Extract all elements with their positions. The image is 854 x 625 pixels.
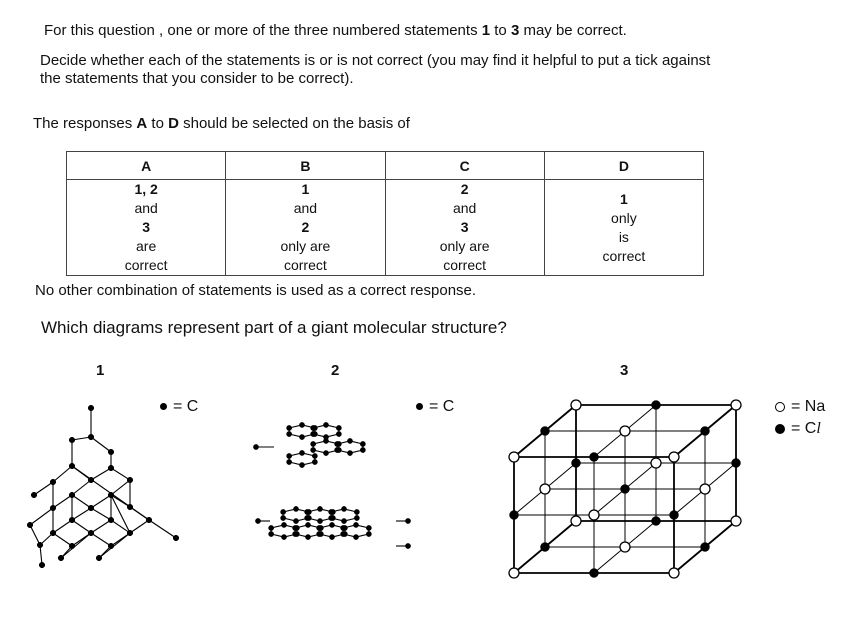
sodium-ion — [540, 484, 550, 494]
sodium-ion — [620, 426, 630, 436]
atom — [590, 569, 599, 578]
atom — [621, 485, 630, 494]
diagram-3-label: 3 — [620, 362, 629, 379]
intro-three: 3 — [510, 22, 520, 39]
sodium-ion — [571, 516, 581, 526]
atom — [541, 427, 550, 436]
diagram-1-legend: = C — [160, 398, 198, 416]
diagram-1-label: 1 — [96, 362, 105, 379]
cell-b-line3: correct — [283, 257, 327, 273]
header-c: C — [385, 152, 544, 180]
header-b: B — [226, 152, 385, 180]
cell-d-line3: correct — [602, 247, 646, 264]
header-d: D — [544, 152, 703, 180]
cell-d-line2: is — [618, 228, 629, 245]
cell-b-line2: only are — [280, 238, 331, 254]
sodium-ion — [669, 452, 679, 462]
cell-b-line1: 1 and 2 — [293, 181, 318, 235]
decide-line-1: Decide whether each of the statements is or is not correct (you may find it helpful to put a tick against — [40, 52, 711, 69]
responses-d: D — [168, 115, 179, 132]
header-a: A — [67, 152, 226, 180]
diagram-2-label: 2 — [331, 362, 340, 379]
cell-a-line1: 1, 2 and 3 — [134, 181, 158, 235]
responses-post: should be selected on the basis of — [178, 115, 410, 132]
responses-a: A — [136, 115, 148, 132]
atom — [670, 511, 679, 520]
sodium-ion — [731, 400, 741, 410]
intro-to: to — [490, 22, 511, 39]
cell-c-line1: 2 and 3 — [452, 181, 477, 235]
sodium-ion — [571, 400, 581, 410]
diagram-3-legend-na: = Na — [775, 398, 825, 416]
atom — [701, 427, 710, 436]
atom — [732, 459, 741, 468]
atom — [701, 543, 710, 552]
intro-pre: For — [44, 22, 71, 39]
sodium-ion — [509, 568, 519, 578]
atom — [541, 543, 550, 552]
atom — [590, 453, 599, 462]
cell-a-line3: correct — [124, 257, 168, 273]
sodium-ion — [589, 510, 599, 520]
responses-to: to — [147, 115, 169, 132]
diagram-2-legend: = C — [416, 398, 454, 416]
no-other-combination: No other combination of statements is used as a correct response. — [35, 282, 477, 299]
atom — [652, 401, 661, 410]
cell-d-line1: 1 only — [611, 190, 637, 226]
cell-c-line2: only are — [439, 238, 490, 254]
diagram-3-legend-cl: = Cl — [775, 420, 821, 438]
intro-this: this — [70, 22, 95, 39]
sodium-ion — [669, 568, 679, 578]
atom — [510, 511, 519, 520]
question-text: Which diagrams represent part of a giant molecular structure? — [41, 318, 507, 337]
intro-post: may be correct. — [519, 22, 627, 39]
sodium-ion — [731, 516, 741, 526]
intro-mid: question , one or more of the three numbered statements — [94, 22, 482, 39]
responses-pre: The responses — [33, 115, 137, 132]
atom — [652, 517, 661, 526]
sodium-ion — [620, 542, 630, 552]
intro-one: 1 — [481, 22, 491, 39]
sodium-ion — [651, 458, 661, 468]
sodium-ion — [509, 452, 519, 462]
atom — [572, 459, 581, 468]
decide-line-2: the statements that you consider to be correct). — [40, 70, 354, 87]
cell-c-line3: correct — [443, 257, 487, 273]
sodium-ion — [700, 484, 710, 494]
cell-a-line2: are — [136, 238, 157, 254]
